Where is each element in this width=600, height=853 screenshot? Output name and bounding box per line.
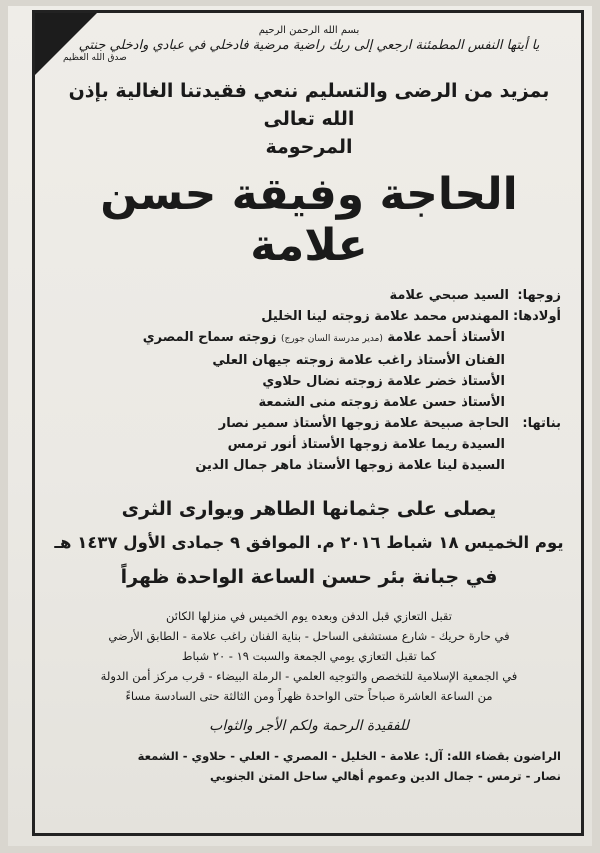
condolence-hours: من الساعة العاشرة صباحاً حتى الواحدة ظهراً ومن الثالثة حتى السادسة مساءً [125,689,493,703]
daughters-label: بناتها: [522,416,561,431]
funeral-details [49,492,569,594]
son-line [49,350,561,371]
condolence-line: كما تقبل التعازي يومي الجمعة والسبت ١٩ - ٢٠ شباط [181,649,437,663]
son-name: الفنان الأستاذ راغب علامة زوجته جيهان العلي [212,353,505,368]
mourners-line-1: الراضون بقضاء الله: آل: علامة - الخليل - المصري - العلي - حلاوي - الشمعة [137,749,561,763]
deceased-name: الحاجة وفيقة حسن علامة [100,169,518,271]
husband-label: زوجها: [517,288,561,303]
son-line [49,327,561,350]
notice-content [49,13,569,833]
mercy-phrase: للفقيدة الرحمة ولكم الأجر والثواب [209,718,409,734]
husband-line [49,285,561,306]
daughter-line [49,434,561,455]
daughter-name: السيدة ريما علامة زوجها الأستاذ أنور ترمس [227,437,505,452]
quran-verse: يا أيتها النفس المطمئنة ارجعي إلى ربك راضية مرضية فادخلي في عبادي وادخلي جنتي [78,38,540,53]
son-name: الأستاذ أحمد علامة [387,330,505,345]
son-wife: زوجته سماح المصري [142,330,277,345]
son-line [49,371,561,392]
daughter-line [49,455,561,476]
condolence-line: تقبل التعازي قبل الدفن وبعده يوم الخميس في منزلها الكائن [166,609,452,623]
funeral-line-1: يصلى على جثمانها الطاهر ويوارى الثرى [121,498,497,520]
husband-name: السيد صبحي علامة [389,288,509,303]
paper-sheet [8,6,592,846]
condolences [49,606,569,706]
son-name: الأستاذ خضر علامة زوجته نضال حلاوي [262,374,505,389]
condolence-venue: في الجمعية الإسلامية للتخصص والتوجيه العلمي - الرملة البيضاء - قرب مركز أمن الدولة [100,669,518,683]
son-note: (مدير مدرسة السان جورج) [281,334,383,344]
funeral-date: يوم الخميس ١٨ شباط ٢٠١٦ م. الموافق ٩ جمادى الأول ١٤٣٧ هـ [54,533,564,552]
announcement-line-1: بمزيد من الرضى والتسليم ننعي فقيدتنا الغالية بإذن الله تعالى [68,80,550,130]
verse-attribution: صدق الله العظيم [63,53,127,63]
funeral-place: في جبانة بئر حسن الساعة الواحدة ظهراً [120,566,498,588]
mourners-line-2: نصار - ترمس - جمال الدين وعموم أهالي ساحل المتن الجنوبي [209,769,561,783]
family-list [49,285,569,476]
basmala: بسم الله الرحمن الرحيم [258,25,360,36]
son-line [49,392,561,413]
mourners [49,746,569,786]
sons-label: أولادها: [513,309,561,324]
daughter-name: السيدة لينا علامة زوجها الأستاذ ماهر جمال الدين [195,458,505,473]
son-name: المهندس محمد علامة زوجته لينا الخليل [261,309,509,324]
announcement-line-2: المرحومة [265,136,353,158]
son-name: الأستاذ حسن علامة زوجته منى الشمعة [258,395,505,410]
notice-frame [32,10,584,836]
son-line [49,306,561,327]
daughter-line [49,413,561,434]
condolence-address: في حارة حريك - شارع مستشفى الساحل - بناية الفنان راغب علامة - الطابق الأرضي [108,629,510,643]
daughter-name: الحاجة صبيحة علامة زوجها الأستاذ سمير نصار [218,416,509,431]
announcement [49,77,569,161]
